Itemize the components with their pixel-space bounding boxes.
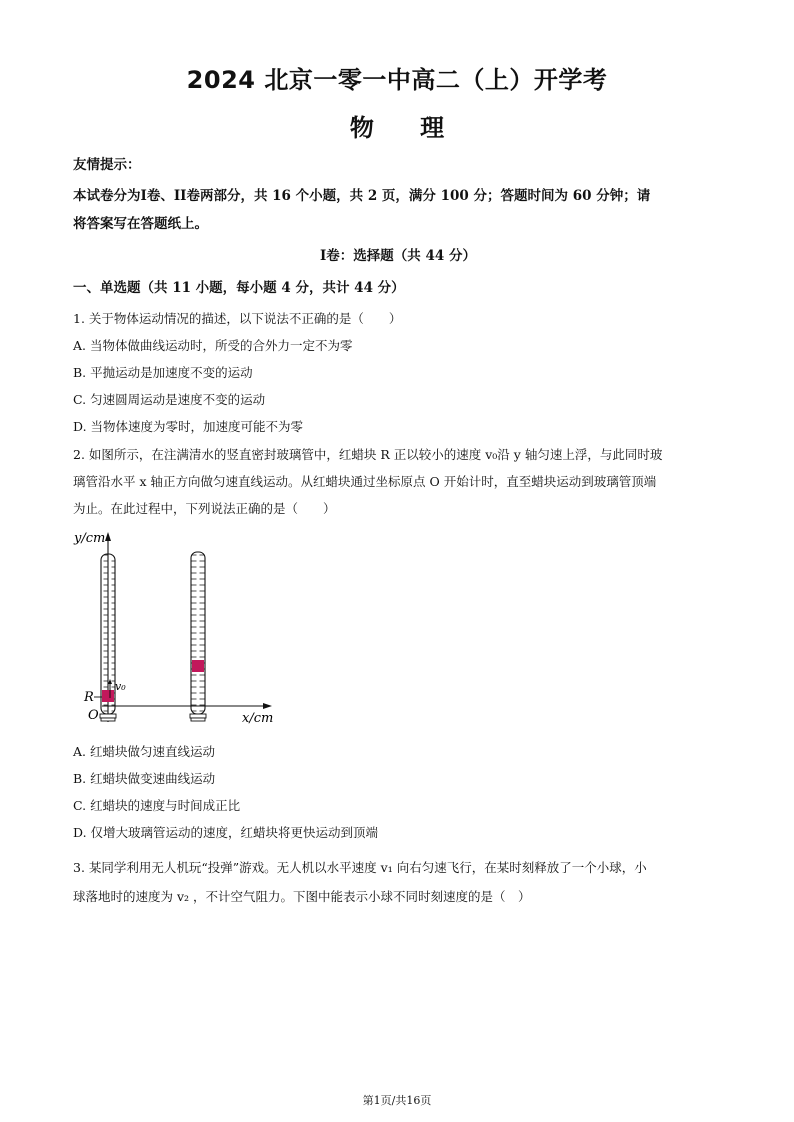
r-label: R	[84, 690, 94, 705]
notice-line-2: 将答案写在答题纸上。	[73, 216, 208, 232]
x-axis-label: x/cm	[242, 711, 274, 726]
right-tube	[190, 552, 206, 721]
notice-line-1: 本试卷分为I卷、II卷两部分，共 16 个小题，共 2 页，满分 100 分；答题时间为 60 分钟；请	[73, 188, 651, 204]
red-block-later	[192, 660, 204, 672]
y-axis-arrow	[105, 532, 111, 541]
q2-stem-line-1: 2. 如图所示，在注满清水的竖直密封玻璃管中，红蜡块 R 正以较小的速度 v₀沿 y 轴匀速上浮，与此同时玻	[73, 447, 663, 462]
exam-title: 2024 北京一零一中高二（上）开学考	[186, 66, 608, 94]
left-tube	[100, 554, 116, 721]
q2-option-d: D. 仅增大玻璃管运动的速度，红蜡块将更快运动到顶端	[73, 825, 379, 840]
q2-figure	[70, 522, 280, 732]
q2-stem-line-2: 璃管沿水平 x 轴正方向做匀速直线运动。从红蜡块通过坐标原点 O 开始计时，直至蜡块运动到玻璃管顶端	[73, 474, 657, 489]
tube-diagram-svg	[70, 522, 280, 732]
section-title: I卷：选择题（共 44 分）	[319, 248, 476, 264]
page-number: 第1页/共16页	[362, 1094, 432, 1107]
origin-label: O	[88, 708, 99, 723]
part-title: 一、单选题（共 11 小题，每小题 4 分，共计 44 分）	[73, 280, 405, 296]
q1-option-c: C. 匀速圆周运动是速度不变的运动	[73, 392, 266, 407]
q3-stem-line-2: 球落地时的速度为 v₂ ，不计空气阻力。下图中能表示小球不同时刻速度的是（ ）	[73, 889, 531, 904]
q1-option-a: A. 当物体做曲线运动时，所受的合外力一定不为零	[73, 338, 353, 353]
q3-stem-line-1: 3. 某同学利用无人机玩“投弹”游戏。无人机以水平速度 v₁ 向右匀速飞行，在某时刻释放了一个小球，小	[73, 860, 647, 875]
q1-option-b: B. 平抛运动是加速度不变的运动	[73, 365, 253, 380]
subject-title: 物 理	[349, 114, 445, 142]
q2-option-b: B. 红蜡块做变速曲线运动	[73, 771, 216, 786]
notice-heading: 友情提示：	[73, 157, 141, 173]
q1-stem: 1. 关于物体运动情况的描述，以下说法不正确的是（ ）	[73, 311, 402, 326]
red-block-start	[102, 690, 114, 702]
q2-option-a: A. 红蜡块做匀速直线运动	[73, 744, 215, 759]
q2-stem-line-3: 为止。在此过程中，下列说法正确的是（ ）	[73, 501, 336, 516]
y-axis-label: y/cm	[74, 531, 106, 546]
x-axis-arrow	[263, 703, 272, 709]
q1-option-d: D. 当物体速度为零时，加速度可能不为零	[73, 419, 304, 434]
q2-option-c: C. 红蜡块的速度与时间成正比	[73, 798, 241, 813]
v0-label: v₀	[115, 680, 126, 693]
